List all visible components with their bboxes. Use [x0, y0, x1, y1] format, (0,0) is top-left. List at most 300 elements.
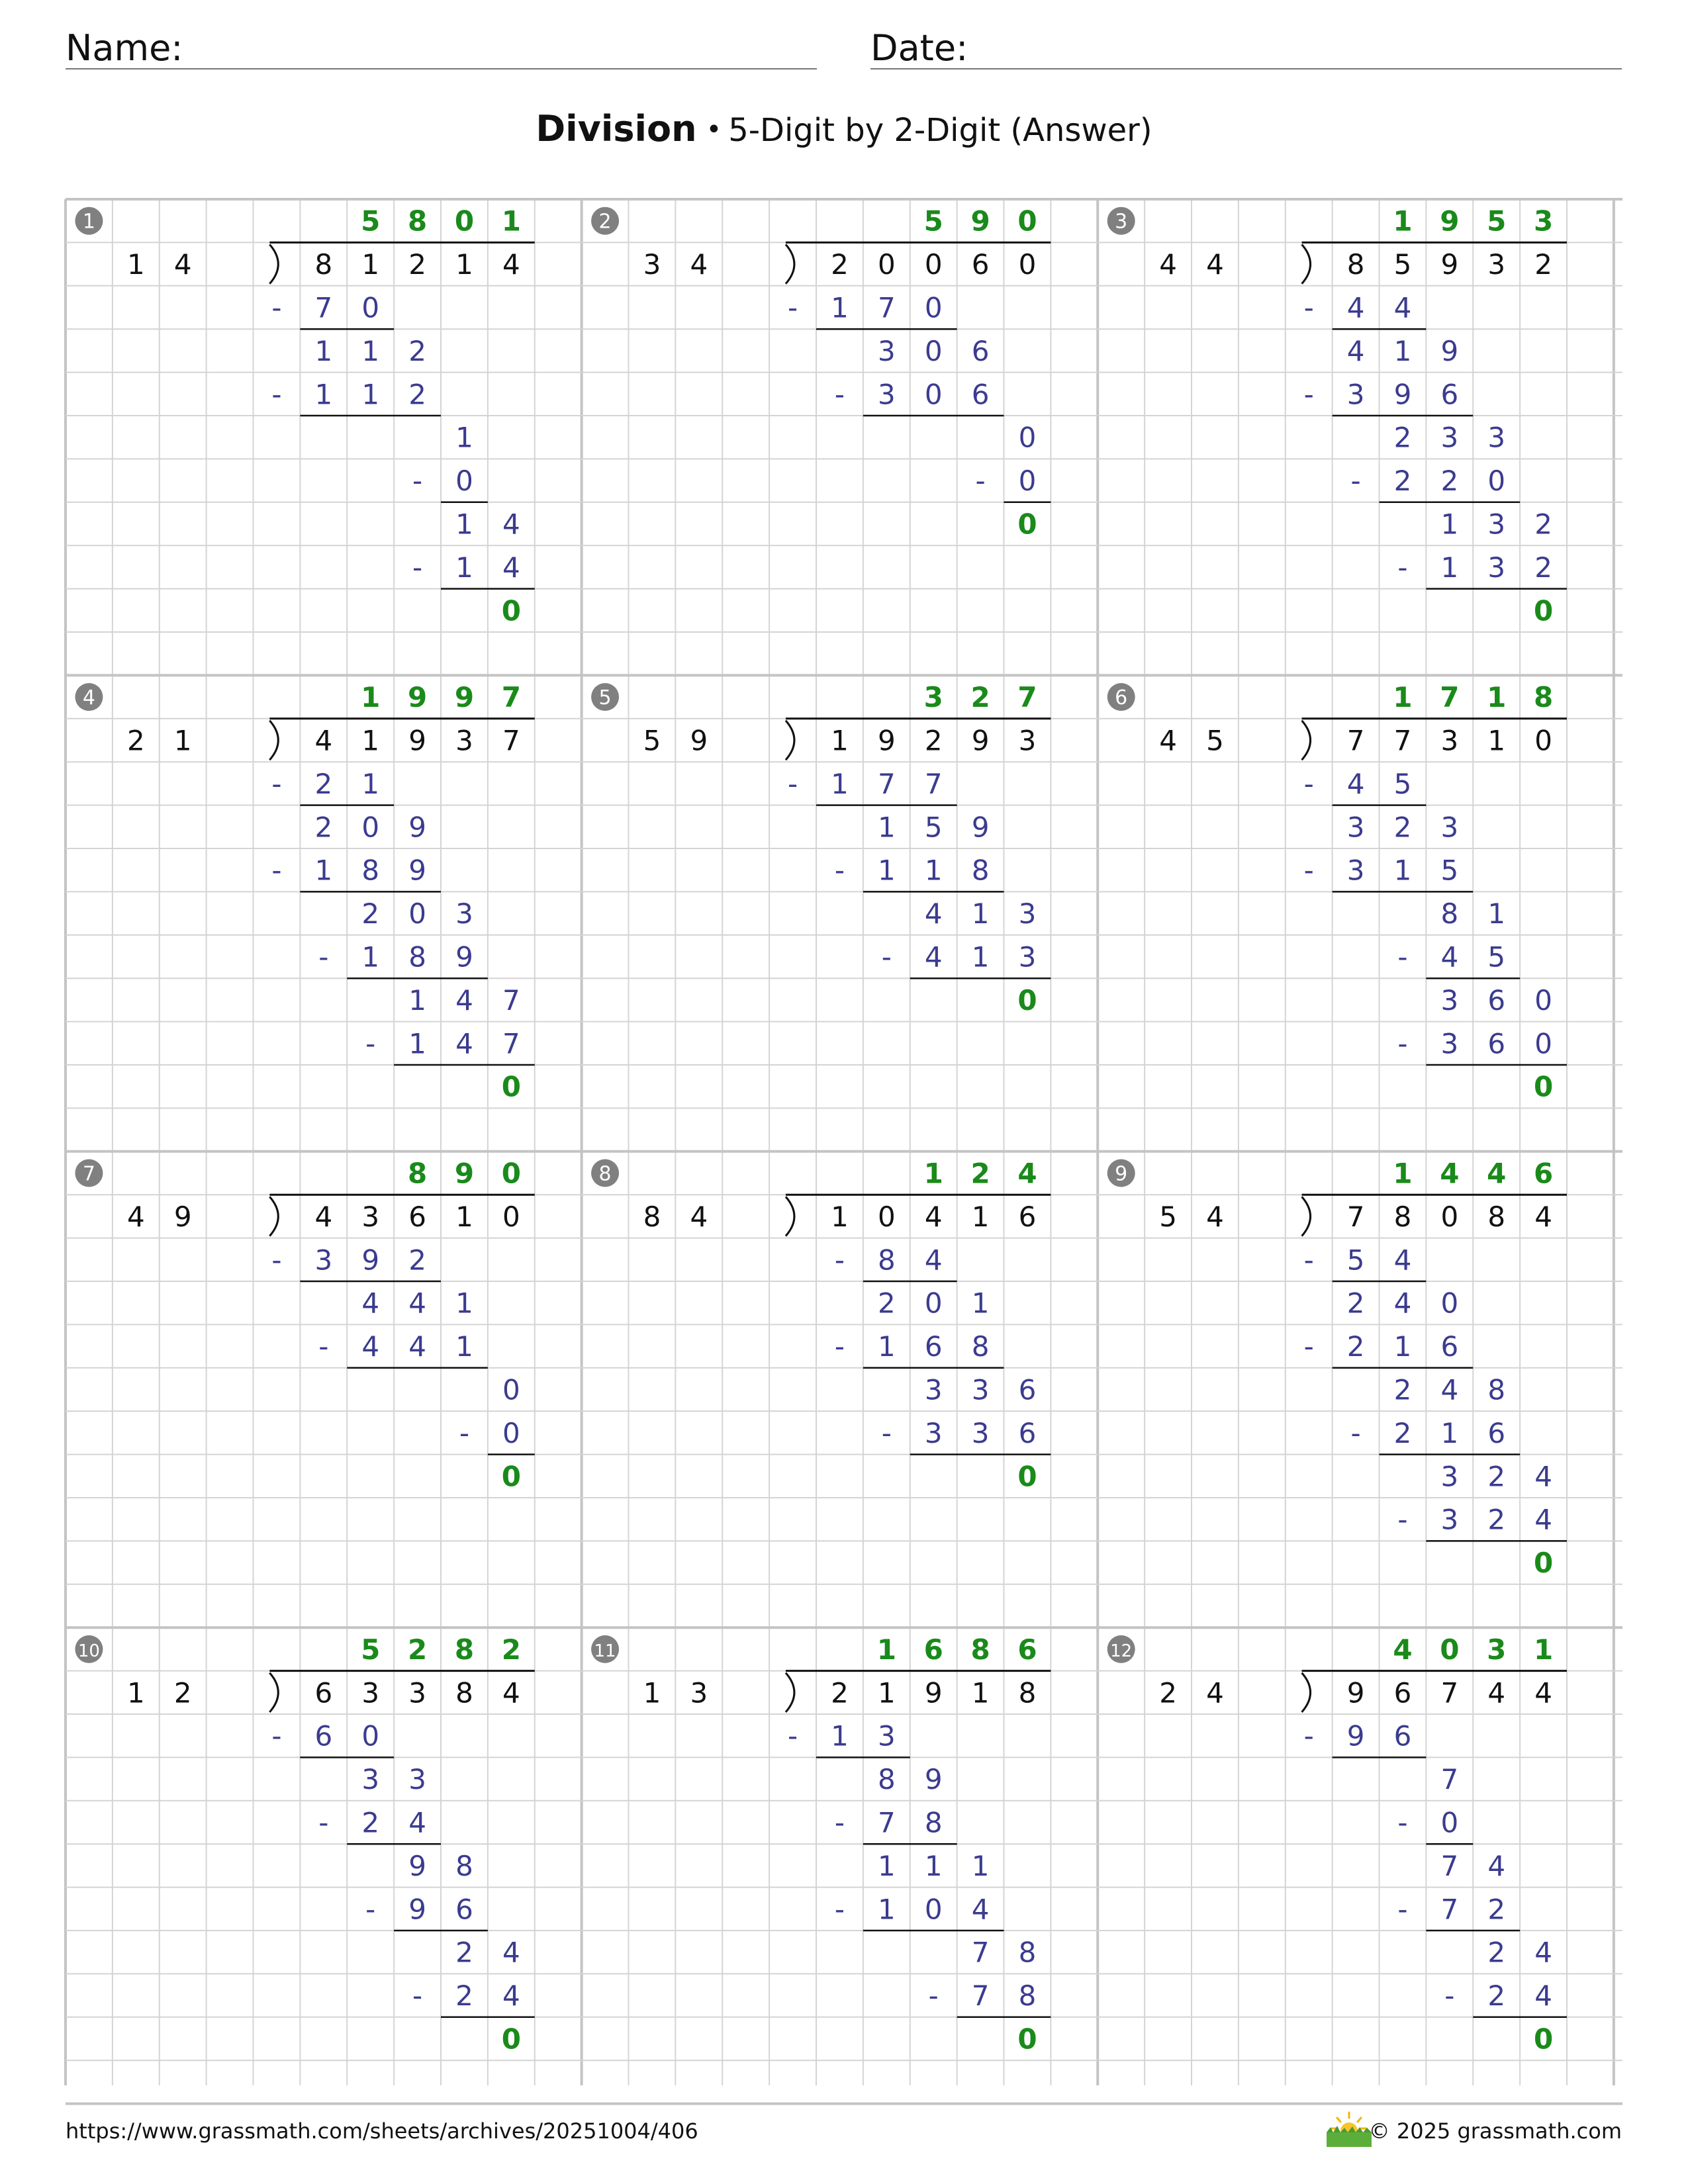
work-digit: 9 [1393, 378, 1412, 411]
quotient-digit: 0 [1017, 1460, 1037, 1493]
work-digit: 2 [361, 897, 380, 931]
work-digit: 1 [1487, 897, 1506, 931]
work-digit: 2 [408, 378, 426, 411]
quotient-digit: 4 [1487, 1157, 1507, 1190]
quotient-digit: 2 [970, 1157, 990, 1190]
work-digit: 0 [924, 1893, 943, 1926]
digit: 3 [1440, 724, 1459, 757]
quotient-digit: 2 [407, 1633, 428, 1666]
work-digit: 8 [924, 1806, 943, 1839]
work-digit: - [787, 291, 798, 324]
title-bullet: • [706, 114, 722, 145]
quotient-digit: 8 [970, 1633, 990, 1666]
work-digit: 3 [1440, 421, 1459, 454]
work-digit: 8 [1487, 1373, 1506, 1406]
work-digit: - [834, 854, 845, 887]
work-digit: 2 [1487, 1893, 1506, 1926]
work-digit: 1 [361, 334, 380, 367]
work-digit: - [787, 1719, 798, 1752]
work-digit: - [271, 1719, 282, 1752]
quotient-digit: 0 [1533, 1547, 1554, 1580]
work-digit: 6 [971, 334, 990, 367]
digit: 5 [643, 724, 661, 757]
digit: 0 [1440, 1200, 1459, 1233]
work-digit: 3 [1018, 897, 1037, 931]
quotient-digit: 5 [923, 205, 943, 238]
work-digit: 6 [1440, 378, 1459, 411]
work-digit: 3 [1487, 421, 1506, 454]
work-digit: 3 [971, 1416, 990, 1449]
digit: 3 [690, 1676, 708, 1709]
digit: 9 [1346, 1676, 1365, 1709]
work-digit: 1 [831, 1719, 849, 1752]
work-digit: 8 [877, 1763, 896, 1796]
digit: 6 [314, 1676, 333, 1709]
work-digit: 1 [455, 421, 473, 454]
work-digit: 1 [1393, 854, 1412, 887]
work-digit: 2 [877, 1287, 896, 1320]
digit: 4 [690, 248, 708, 281]
digit: 4 [1159, 724, 1177, 757]
name-label: Name: [66, 27, 183, 69]
quotient-digit: 9 [454, 1157, 475, 1190]
work-digit: 9 [971, 811, 990, 844]
work-digit: 4 [408, 1287, 426, 1320]
digit: 1 [126, 248, 145, 281]
work-digit: 3 [455, 897, 473, 931]
work-digit: 8 [971, 854, 990, 887]
digit: 4 [1159, 248, 1177, 281]
quotient-digit: 0 [501, 2023, 521, 2056]
quotient-digit: 5 [361, 1633, 381, 1666]
work-digit: 1 [314, 378, 333, 411]
quotient-digit: 0 [501, 1157, 521, 1190]
quotient-digit: 0 [454, 205, 475, 238]
problem-number: 10 [77, 1641, 100, 1661]
work-digit: 4 [1393, 1287, 1412, 1320]
work-digit: - [271, 767, 282, 800]
work-digit: 1 [1440, 551, 1459, 584]
work-digit: 4 [1346, 291, 1365, 324]
work-digit: - [1397, 1893, 1408, 1926]
work-digit: 2 [1393, 1416, 1412, 1449]
work-digit: 5 [924, 811, 943, 844]
work-digit: - [1350, 465, 1361, 498]
work-digit: 8 [877, 1244, 896, 1277]
digit: 7 [502, 724, 520, 757]
work-digit: 4 [408, 1330, 426, 1363]
work-digit: 0 [924, 378, 943, 411]
work-digit: - [1303, 291, 1314, 324]
work-digit: - [1303, 767, 1314, 800]
work-digit: 3 [924, 1373, 943, 1406]
work-digit: 3 [1440, 811, 1459, 844]
quotient-digit: 8 [454, 1633, 475, 1666]
quotient-digit: 0 [501, 1070, 521, 1103]
digit: 7 [1440, 1676, 1459, 1709]
digit: 1 [1487, 724, 1506, 757]
digit: 4 [126, 1200, 145, 1233]
work-digit: - [318, 1330, 329, 1363]
problem-number: 11 [594, 1641, 616, 1661]
work-digit: - [1303, 1244, 1314, 1277]
digit: 9 [690, 724, 708, 757]
work-digit: 9 [408, 1893, 426, 1926]
work-digit: 1 [877, 1330, 896, 1363]
digit: 1 [361, 248, 380, 281]
work-digit: 1 [455, 1287, 473, 1320]
work-digit: 2 [1346, 1287, 1365, 1320]
work-digit: 7 [971, 1979, 990, 2013]
quotient-digit: 1 [1533, 1633, 1554, 1666]
digit: 3 [1487, 248, 1506, 281]
digit: 9 [1440, 248, 1459, 281]
digit: 0 [877, 1200, 896, 1233]
work-digit: 0 [1534, 983, 1552, 1017]
work-digit: - [412, 1979, 423, 2013]
digit: 0 [1018, 248, 1037, 281]
quotient-digit: 9 [407, 681, 428, 714]
work-digit: - [271, 1244, 282, 1277]
work-digit: 0 [455, 465, 473, 498]
digit: 8 [314, 248, 333, 281]
work-digit: 4 [502, 508, 520, 541]
digit: 7 [1393, 724, 1412, 757]
division-bracket [269, 1197, 278, 1236]
work-digit: 0 [1440, 1287, 1459, 1320]
digit: 2 [408, 248, 426, 281]
digit: 1 [455, 248, 473, 281]
work-digit: 0 [1018, 465, 1037, 498]
work-digit: 9 [361, 1244, 380, 1277]
quotient-digit: 8 [407, 205, 428, 238]
quotient-digit: 1 [1393, 681, 1413, 714]
work-digit: - [834, 1893, 845, 1926]
quotient-digit: 0 [501, 594, 521, 627]
work-digit: 3 [1487, 508, 1506, 541]
quotient-digit: 0 [1533, 1070, 1554, 1103]
work-digit: 4 [971, 1893, 990, 1926]
division-bracket [1302, 244, 1311, 283]
quotient-digit: 7 [1017, 681, 1037, 714]
problem-number: 9 [1115, 1162, 1128, 1186]
work-digit: 1 [314, 854, 333, 887]
work-digit: 5 [1346, 1244, 1365, 1277]
work-digit: 2 [455, 1936, 473, 1969]
work-digit: 1 [971, 897, 990, 931]
work-digit: - [1397, 1503, 1408, 1536]
digit: 8 [643, 1200, 661, 1233]
digit: 8 [1346, 248, 1365, 281]
work-digit: 4 [924, 940, 943, 974]
work-digit: 6 [1018, 1416, 1037, 1449]
work-digit: - [1397, 551, 1408, 584]
work-digit: 1 [408, 983, 426, 1017]
work-digit: - [787, 767, 798, 800]
work-digit: - [412, 465, 423, 498]
work-digit: 3 [361, 1763, 380, 1796]
digit: 3 [1018, 724, 1037, 757]
quotient-digit: 1 [501, 205, 521, 238]
division-bracket [269, 721, 278, 760]
work-digit: 9 [408, 1849, 426, 1882]
work-digit: 1 [971, 1849, 990, 1882]
work-digit: - [1350, 1416, 1361, 1449]
work-digit: 4 [1346, 767, 1365, 800]
work-digit: 7 [877, 291, 896, 324]
digit: 3 [361, 1200, 380, 1233]
work-digit: 4 [361, 1330, 380, 1363]
work-digit: 2 [1393, 1373, 1412, 1406]
digit: 4 [502, 248, 520, 281]
digit: 1 [455, 1200, 473, 1233]
work-digit: 1 [455, 1330, 473, 1363]
work-digit: 1 [361, 940, 380, 974]
work-digit: 2 [1440, 465, 1459, 498]
work-digit: 2 [408, 1244, 426, 1277]
division-bracket [269, 244, 278, 283]
work-digit: 7 [877, 767, 896, 800]
work-digit: 7 [924, 767, 943, 800]
quotient-digit: 4 [1017, 1157, 1037, 1190]
work-digit: 1 [455, 508, 473, 541]
work-digit: 3 [1440, 1460, 1459, 1493]
work-digit: 2 [1487, 1503, 1506, 1536]
digit: 8 [1018, 1676, 1037, 1709]
digit: 2 [1534, 248, 1552, 281]
digit: 4 [1534, 1200, 1552, 1233]
work-digit: - [1397, 940, 1408, 974]
work-digit: 3 [877, 378, 896, 411]
work-digit: 4 [455, 983, 473, 1017]
digit: 4 [314, 724, 333, 757]
digit: 3 [361, 1676, 380, 1709]
work-digit: 4 [1393, 1244, 1412, 1277]
work-digit: 1 [361, 378, 380, 411]
work-digit: - [1397, 1806, 1408, 1839]
work-digit: 0 [924, 334, 943, 367]
quotient-digit: 0 [1017, 508, 1037, 541]
work-digit: 7 [502, 1027, 520, 1060]
digit: 4 [173, 248, 192, 281]
work-digit: 3 [1346, 854, 1365, 887]
digit: 4 [314, 1200, 333, 1233]
work-digit: 1 [1393, 1330, 1412, 1363]
work-digit: 3 [408, 1763, 426, 1796]
quotient-digit: 7 [501, 681, 521, 714]
work-digit: - [834, 1806, 845, 1839]
work-digit: 6 [1487, 1416, 1506, 1449]
work-digit: 1 [971, 940, 990, 974]
work-digit: 6 [1487, 983, 1506, 1017]
work-digit: 8 [1018, 1979, 1037, 2013]
quotient-digit: 5 [1487, 205, 1507, 238]
digit: 7 [1346, 724, 1365, 757]
digit: 9 [877, 724, 896, 757]
work-digit: 6 [314, 1719, 333, 1752]
work-digit: - [1303, 854, 1314, 887]
work-digit: - [1444, 1979, 1455, 2013]
digit: 4 [1206, 1676, 1224, 1709]
quotient-digit: 5 [361, 205, 381, 238]
digit: 1 [643, 1676, 661, 1709]
work-digit: - [1397, 1027, 1408, 1060]
work-digit: 1 [1393, 334, 1412, 367]
work-digit: 6 [1393, 1719, 1412, 1752]
quotient-digit: 9 [1440, 205, 1460, 238]
division-bracket [1302, 1197, 1311, 1236]
problem-number: 8 [598, 1162, 612, 1186]
work-digit: 0 [1487, 465, 1506, 498]
work-digit: 0 [502, 1373, 520, 1406]
digit: 1 [877, 1676, 896, 1709]
digit: 7 [1346, 1200, 1365, 1233]
quotient-digit: 7 [1440, 681, 1460, 714]
work-digit: - [271, 854, 282, 887]
work-digit: 5 [1393, 767, 1412, 800]
quotient-digit: 0 [1017, 2023, 1037, 2056]
work-digit: 4 [408, 1806, 426, 1839]
work-digit: - [975, 465, 986, 498]
problem-number: 5 [598, 686, 612, 710]
digit: 9 [173, 1200, 192, 1233]
work-digit: 7 [971, 1936, 990, 1969]
digit: 2 [831, 248, 849, 281]
title-subtitle: 5-Digit by 2-Digit (Answer) [728, 112, 1152, 149]
work-digit: 2 [361, 1806, 380, 1839]
work-digit: 3 [1018, 940, 1037, 974]
division-bracket [1302, 721, 1311, 760]
quotient-digit: 1 [1393, 205, 1413, 238]
quotient-digit: 3 [923, 681, 943, 714]
quotient-digit: 1 [876, 1633, 896, 1666]
digit: 6 [971, 248, 990, 281]
work-digit: 4 [1393, 291, 1412, 324]
quotient-digit: 4 [1440, 1157, 1460, 1190]
work-digit: 8 [1440, 897, 1459, 931]
work-digit: 2 [455, 1979, 473, 2013]
work-digit: 6 [1018, 1373, 1037, 1406]
work-digit: 1 [1440, 508, 1459, 541]
work-digit: - [834, 1244, 845, 1277]
quotient-digit: 2 [970, 681, 990, 714]
work-digit: 1 [924, 1849, 943, 1882]
work-digit: - [318, 940, 329, 974]
digit: 9 [971, 724, 990, 757]
digit: 1 [361, 724, 380, 757]
work-digit: 7 [314, 291, 333, 324]
digit: 0 [877, 248, 896, 281]
work-digit: 3 [1440, 1503, 1459, 1536]
digit: 5 [1206, 724, 1224, 757]
quotient-digit: 6 [1533, 1157, 1554, 1190]
work-digit: 0 [502, 1416, 520, 1449]
work-digit: 3 [1440, 983, 1459, 1017]
digit: 4 [1206, 1200, 1224, 1233]
work-digit: 2 [408, 334, 426, 367]
work-digit: 7 [1440, 1763, 1459, 1796]
work-digit: 2 [1393, 421, 1412, 454]
quotient-digit: 1 [923, 1157, 943, 1190]
work-digit: 4 [361, 1287, 380, 1320]
work-digit: 4 [1487, 1849, 1506, 1882]
work-digit: 6 [924, 1330, 943, 1363]
work-digit: 4 [1534, 1503, 1552, 1536]
digit: 1 [971, 1676, 990, 1709]
work-digit: 2 [1487, 1979, 1506, 2013]
work-digit: 4 [502, 551, 520, 584]
work-digit: 4 [924, 1244, 943, 1277]
work-digit: - [834, 378, 845, 411]
quotient-digit: 0 [1533, 2023, 1554, 2056]
work-digit: 4 [924, 897, 943, 931]
work-digit: 1 [831, 767, 849, 800]
work-digit: 0 [361, 291, 380, 324]
quotient-digit: 0 [501, 1460, 521, 1493]
digit: 8 [455, 1676, 473, 1709]
work-digit: 1 [877, 1893, 896, 1926]
work-digit: 4 [1534, 1979, 1552, 2013]
work-digit: - [412, 551, 423, 584]
problem-number: 12 [1110, 1641, 1133, 1661]
work-digit: 2 [1393, 465, 1412, 498]
work-digit: 8 [408, 940, 426, 974]
work-digit: - [365, 1027, 376, 1060]
work-digit: 8 [455, 1849, 473, 1882]
work-digit: 4 [1346, 334, 1365, 367]
division-bracket [786, 721, 794, 760]
division-bracket [786, 1673, 794, 1712]
quotient-digit: 0 [1440, 1633, 1460, 1666]
work-digit: 1 [1440, 1416, 1459, 1449]
work-digit: - [1303, 1719, 1314, 1752]
work-digit: 5 [1487, 940, 1506, 974]
work-digit: 9 [1440, 334, 1459, 367]
quotient-digit: 9 [970, 205, 990, 238]
work-digit: - [881, 1416, 892, 1449]
digit: 1 [126, 1676, 145, 1709]
problem-number: 4 [82, 686, 95, 710]
work-digit: - [271, 378, 282, 411]
quotient-digit: 3 [1533, 205, 1554, 238]
quotient-digit: 1 [1393, 1157, 1413, 1190]
work-digit: 0 [924, 1287, 943, 1320]
work-digit: 7 [1440, 1849, 1459, 1882]
quotient-digit: 4 [1393, 1633, 1413, 1666]
digit: 0 [924, 248, 943, 281]
quotient-digit: 8 [407, 1157, 428, 1190]
work-digit: 9 [455, 940, 473, 974]
division-bracket [1302, 1673, 1311, 1712]
digit: 2 [1159, 1676, 1177, 1709]
work-digit: 2 [1346, 1330, 1365, 1363]
work-digit: - [271, 291, 282, 324]
problem-number: 2 [598, 210, 612, 234]
digit: 0 [1534, 724, 1552, 757]
digit: 4 [1487, 1676, 1506, 1709]
work-digit: 3 [1440, 1027, 1459, 1060]
problem-number: 3 [1115, 210, 1128, 234]
work-digit: 4 [1534, 1460, 1552, 1493]
work-digit: 9 [924, 1763, 943, 1796]
digit: 2 [126, 724, 145, 757]
digit: 9 [924, 1676, 943, 1709]
quotient-digit: 6 [1017, 1633, 1037, 1666]
work-digit: 3 [877, 1719, 896, 1752]
work-digit: 2 [1487, 1460, 1506, 1493]
digit: 5 [1393, 248, 1412, 281]
problem-number: 6 [1115, 686, 1128, 710]
